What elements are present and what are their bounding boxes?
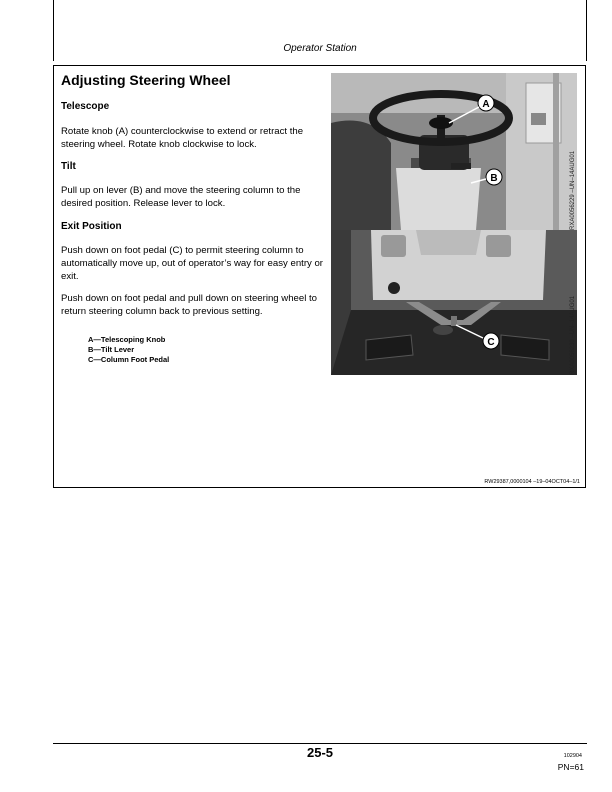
article-title: Adjusting Steering Wheel	[61, 72, 231, 88]
figure-code-1: RXA0056229 –UN–14AUG01	[570, 150, 576, 230]
paragraph-exit-2: Push down on foot pedal and pull down on steering wheel to return steering column back to previous setting.	[61, 293, 318, 317]
section-title: Operator Station	[283, 43, 357, 54]
steering-wheel-photo	[331, 73, 577, 230]
callout-c: C	[487, 337, 495, 348]
paragraph-telescope: Rotate knob (A) counterclockwise to extend or retract the steering wheel. Rotate knob clockwise to lock.	[61, 126, 304, 150]
heading-telescope: Telescope	[61, 101, 110, 112]
callout-b: B	[490, 173, 498, 184]
legend-item: A—Telescoping Knob	[88, 335, 166, 344]
reference-code: RW29387,0000104 –19–04OCT04–1/1	[484, 479, 580, 485]
foot-pedal-photo	[331, 230, 577, 375]
heading-tilt: Tilt	[61, 161, 76, 172]
paragraph-exit-1: Push down on foot pedal (C) to permit steering column to automatically move up, out of operator’s way for easy entry or exit.	[61, 245, 324, 282]
callout-a: A	[482, 99, 490, 110]
heading-exit-position: Exit Position	[61, 221, 122, 232]
paragraph-tilt: Pull up on lever (B) and move the steering column to the desired position. Release lever to lock.	[61, 185, 301, 209]
figure-code-2: RXA0056230 –UN–14AUG01	[570, 295, 576, 375]
legend-item: C—Column Foot Pedal	[88, 355, 170, 364]
page-number: 25-5	[306, 745, 334, 760]
figure-legend	[88, 335, 169, 365]
document-number: 102904	[563, 753, 582, 759]
legend-item: B—Tilt Lever	[88, 345, 135, 354]
pn-label: PN=61	[557, 762, 584, 772]
bottom-rule	[53, 743, 587, 744]
